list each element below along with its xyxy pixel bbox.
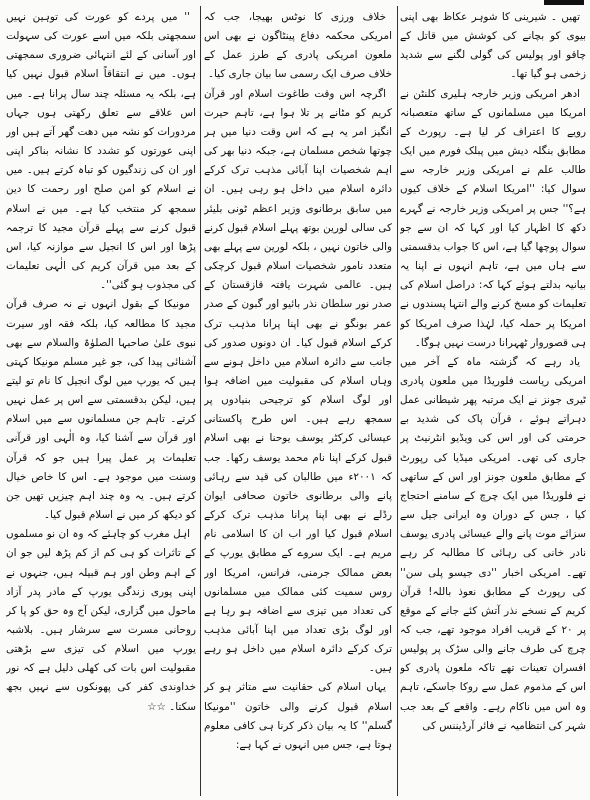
column-middle (204, 8, 392, 796)
paragraph: ادھر امریکی وزیر خارجہ ہلیری کلنٹن نے امریکا میں مسلمانوں کے ساتھ متعصبانہ رویے کا اعتراف کر لیا ہے۔ رپورٹ کے مطابق بنگلہ دیش میں پبلک فورم میں ایک طالب علم نے امریکی وزیر خارجہ سے سوال کیا: ''امریکا اسلام کے خلاف کیوں ہے؟'' جس پر امریکی وزیر خارجہ نے گہرے دکھ کا اظہار کیا اور کہا کہ ان سے جو سوال پوچھا گیا ہے، اس کا جواب بدقسمتی سے ہاں میں ہے، تاہم انہوں نے اپنا یہ بیانیہ بدلتے ہوئے کہا کہ: دراصل اسلام کی تعلیمات کو مسخ کرنے والے انتہا پسندوں نے امریکا پر حملہ کیا، لہٰذا صرف امریکا کو ہی قصوروار ٹھہرانا درست نہیں ہوگا۔ (400, 87, 586, 349)
paragraph: یاد رہے کہ گزشتہ ماہ کے آخر میں امریکی ریاست فلوریڈا میں ملعون پادری ٹیری جونز نے ایک مرتبہ پھر شیطانی عمل دہراتے ہوئے ، قرآن پاک کی شدید بے حرمتی کی اور اس کی ویڈیو انٹرنیٹ پر جاری کی تھی۔ امریکی میڈیا کی رپورٹ کے مطابق ملعون جونز اور اس کے ساتھی نے فلوریڈا میں ایک چرچ کے سامنے احتجاج کیا ، جس کے دوران وہ ایرانی جیل سے سزائے موت پانے والے عیسائی پادری یوسف نادر خانی کی رہائی کا مطالبہ کر رہے تھے۔ امریکی اخبار ''دی جیسو پلی سن'' کی رپورٹ کے مطابق نعوذ باللہ! قرآن کریم کے نسخے نذر آتش کئے جانے کے موقع پر ۲۰ کے قریب افراد موجود تھے، جب کہ چرچ کی طرف جانے والی سڑک پر پولیس افسران تعینات تھے تاکہ ملعون پادری کو اس کے مذموم عمل سے روکا جاسکے، تاہم وہ اس میں ناکام رہے۔ واقعے کے بعد جب شہر کی انتظامیہ نے فائر آرڈیننس کی (400, 355, 586, 732)
paragraph: مونیکا کے بقول انہوں نے نہ صرف قرآن مجید کا مطالعہ کیا، بلکہ فقہ اور سیرت نبوی علیٰ صاحبہا الصلوٰۃ والسلام سے بھی آشنائی پیدا کی، جو غیر مسلم مونیکا کہتی ہیں کہ یورپ میں لوگ انجیل کا نام تو لیتے ہیں، لیکن بدقسمتی سے اس پر عمل نہیں کرتے۔ تاہم جن مسلمانوں سے میں اسلام اور قرآن سے آشنا کیا، وہ الٰہی اور قرآنی تعلیمات پر عمل پیرا ہیں جو کہ قرآن وسنت میں موجود ہے۔ اس کا خاص خیال کرتے ہیں۔ یہ وہ چند اہم چیزیں تھیں جن کو دیکھ کر میں نے اسلام قبول کیا۔ (6, 298, 196, 522)
paragraph: '' میں پردے کو عورت کی توہین نہیں سمجھتی بلکہ میں اسے عورت کی سہولت اور آسانی کے لئے انتہائی ضروری سمجھتی ہوں۔ میں نے انتقاقاً اسلام قبول نہیں کیا ہے، بلکہ یہ مسئلہ چند سال پرانا ہے۔ میں اس علاقے سے تعلق رکھتی ہوں جہاں مردورات کو نشہ میں دھت گھر آتے ہیں اور اپنی عورتوں کو تشدد کا نشانہ بناکر اپنی اور ان کی زندگیوں کو تباہ کرتے ہیں۔ میں نے اسلام کو امن صلح اور رحمت کا دین سمجھ کر منتخب کیا ہے۔ میں نے اسلام قبول کرنے سے پہلے قرآن مجید کا ترجمہ پڑھا اور اس کا انجیل سے موازنہ کیا، اس کے بعد میں قرآن کریم کی الٰہی تعلیمات کی مجذوب ہو گئی''۔ (6, 11, 196, 292)
paragraph: خلاف ورزی کا نوٹس بھیجا، جب کہ امریکی محکمہ دفاع پینٹاگون نے بھی اس ملعون امریکی پادری کے طرز عمل کے خلاف صرف ایک رسمی سا بیان جاری کیا۔ (204, 11, 392, 81)
column-divider (200, 6, 201, 796)
column-divider (397, 6, 398, 796)
column-right (400, 8, 586, 796)
paragraph: تھیں ۔ شیرینی کا شوہر عکاظ بھی اپنی بیوی کو بچانے کی کوشش میں قاتل کے چاقو اور پولیس کی گولی لگنے سے شدید زخمی ہو گیا تھا۔ (400, 11, 586, 81)
column-left (6, 8, 196, 796)
paragraph: یہاں اسلام کی حقانیت سے متاثر ہو کر اسلام قبول کرنے والی خاتون ''مونیکا گسلم'' کا یہ بیان ذکر کرنا ہی کافی معلوم ہوتا ہے، جس میں انہوں نے کہا ہے: (204, 681, 392, 751)
paragraph: اگرچہ اس وقت طاغوت اسلام اور قرآن کریم کو مٹانے پر تلا ہوا ہے، تاہم حیرت انگیز امر یہ ہے کہ اس وقت دنیا میں ہر چوتھا شخص مسلمان ہے، جبکہ دنیا بھر کی اہم شخصیات اپنا آبائی مذہب ترک کرکے دائرہ اسلام میں داخل ہو رہی ہیں۔ ان میں سابق برطانوی وزیر اعظم ٹونی بلیئر کی سالی لورین بوتھ پہلے اسلام قبول کرنے والی خاتون نہیں ، بلکہ لورین سے پہلے بھی متعدد نامور شخصیات اسلام قبول کرچکی ہیں۔ عالمی شہرت یافتہ قازقستان کے صدر نور سلطان نذر بائیو اور گبون کے صدر عمر بونگو نے بھی اپنا پرانا مذہب ترک کرکے اسلام قبول کیا۔ ان دونوں صدور کی جانب سے دائرہ اسلام میں داخل ہونے سے وہاں اسلام کی مقبولیت میں اضافہ ہوا اور لوگ اسلام کو ترجیحی بنیادوں پر سمجھ رہے ہیں۔ اس طرح پاکستانی عیسائی کرکٹر یوسف یوحنا نے بھی اسلام قبول کرکے اپنا نام محمد یوسف رکھا۔ جب کہ ۲۰۰۱ء میں طالبان کی قید سے رہائی پانے والی برطانوی خاتون صحافی ایوان رڈلے نے بھی اپنا پرانا مذہب ترک کرکے اسلام قبول کیا اور اب ان کا اسلامی نام مریم ہے۔ ایک سروے کے مطابق یورپ کے بعض ممالک جرمنی، فرانس، امریکا اور روس سمیت کئی ممالک میں مسلمانوں کی تعداد میں تیزی سے اضافہ ہو رہا ہے اور لوگ بڑی تعداد میں اپنا آبائی مذہب ترک کرکے دائرہ اسلام میں داخل ہو رہے ہیں۔ (204, 87, 392, 675)
top-edge-mark (544, 0, 584, 5)
paragraph: اہل مغرب کو چاہئے کہ وہ ان نو مسلموں کے تاثرات کو ہی کم از کم پڑھ لیں جو ان کے اہم وطن اور ہم قبیلہ ہیں، جنہوں نے اپنی پوری زندگی یورپ کے مادر پدر آزاد ماحول میں گزاری، لیکن آج وہ حق کو پا کر روحانی مسرت سے سرشار ہیں۔ بلاشبہ یورپ میں اسلام کی تیزی سے بڑھتی مقبولیت اس بات کی کھلی دلیل ہے کہ نور خداوندی کفر کی پھونکوں سے نہیں بجھ سکتا۔ ☆☆ (6, 528, 196, 713)
